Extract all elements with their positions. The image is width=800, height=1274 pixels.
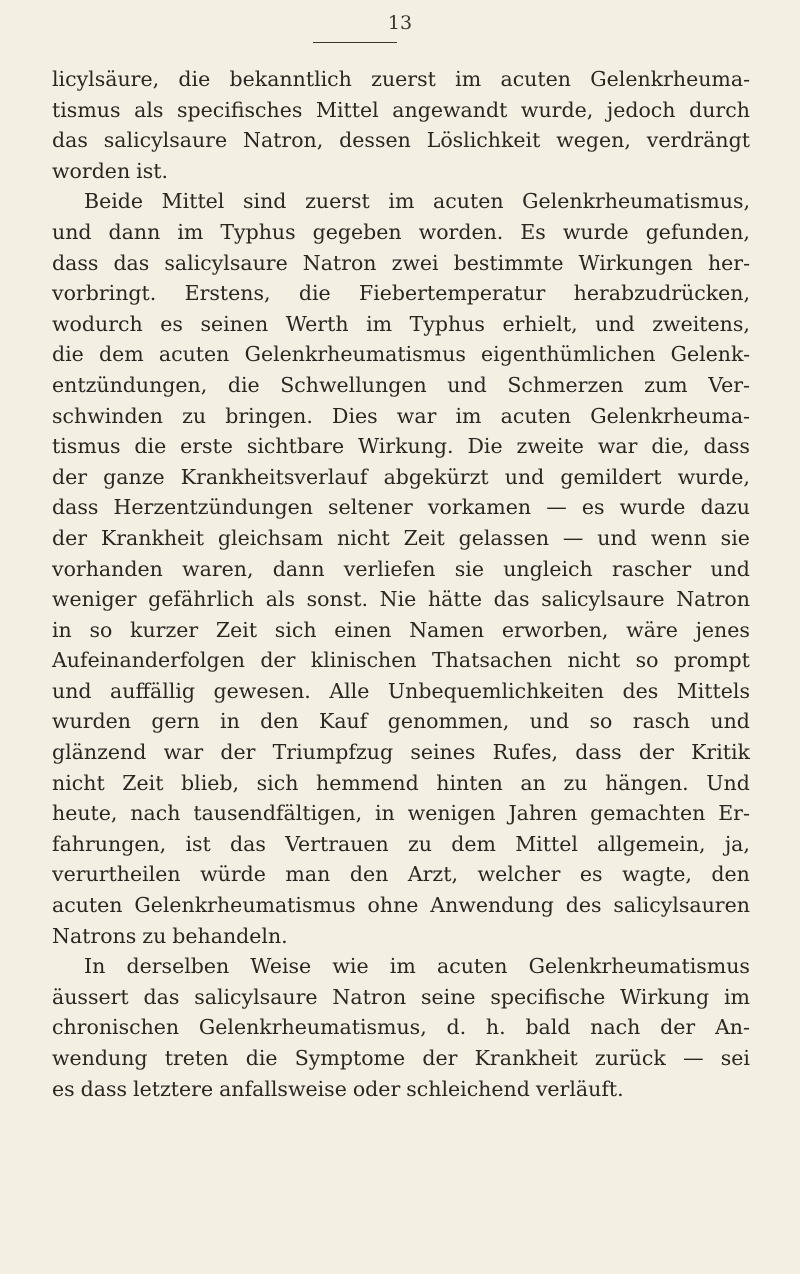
word: war — [163, 740, 204, 765]
word: wurde, — [677, 464, 750, 489]
word: sich — [274, 617, 317, 642]
word: Gelenkrheumatismus — [244, 342, 466, 367]
word: jedoch — [606, 97, 676, 122]
word: Mittel — [515, 831, 578, 856]
word: und — [710, 709, 750, 734]
word: zu — [408, 831, 433, 856]
word: nach — [130, 801, 181, 826]
word: wendung — [52, 1046, 148, 1070]
text-line — [52, 1012, 750, 1043]
word: entzündungen, — [52, 372, 208, 397]
word: zum — [644, 372, 688, 397]
word: ist — [185, 831, 211, 856]
word: Gelenkrheuma- — [590, 403, 750, 428]
word: waren, — [182, 556, 254, 581]
word: wie — [332, 954, 369, 979]
word: das — [113, 250, 150, 275]
word: die — [134, 434, 167, 459]
word: gefährlich — [148, 587, 255, 612]
word: so — [589, 709, 613, 734]
word: Gelenkrheumatismus, — [198, 1015, 427, 1040]
word: tismus — [52, 97, 121, 122]
word: an — [520, 770, 546, 795]
word: wodurch — [52, 311, 143, 336]
word: dessen — [339, 128, 411, 153]
text-line — [52, 339, 750, 370]
word: Thatsachen — [432, 648, 553, 673]
word: seines — [410, 740, 476, 765]
word: ohne — [367, 893, 419, 918]
word: dem — [451, 831, 496, 856]
word: seine — [421, 984, 476, 1009]
word: erhielt, — [502, 311, 578, 336]
word: vorkamen — [427, 495, 532, 520]
word: die — [178, 67, 211, 91]
text-line — [52, 186, 750, 217]
word: salicylsaure — [164, 250, 288, 275]
word: seltener — [328, 495, 413, 520]
text-line — [52, 64, 750, 95]
word: seinen — [200, 311, 269, 336]
word: hängen. — [605, 770, 689, 795]
word: sichtbare — [246, 434, 345, 459]
word: derselben — [126, 954, 230, 979]
word: Beide — [84, 189, 144, 214]
word: welcher — [477, 862, 561, 887]
text-line — [52, 125, 750, 156]
text-line — [52, 676, 750, 707]
word: Herzentzündungen — [113, 495, 313, 520]
text-line — [52, 217, 750, 248]
text-line — [52, 768, 750, 799]
word: so — [89, 617, 113, 642]
word: wäre — [626, 617, 678, 642]
word: die — [52, 342, 84, 367]
word: in — [52, 617, 72, 642]
word: salicylsauren — [613, 893, 750, 918]
text-line — [52, 370, 750, 401]
word: Natron — [302, 250, 377, 275]
word: Namen — [409, 617, 485, 642]
word: Jahren — [508, 801, 578, 826]
word: Schmerzen — [507, 372, 624, 397]
word: salicylsaure — [194, 984, 318, 1009]
word: — — [683, 1046, 704, 1070]
word: Anwendung — [430, 893, 554, 918]
word: wegen, — [556, 128, 631, 153]
word: nicht — [52, 770, 105, 795]
text-line — [52, 492, 750, 523]
word: hinten — [436, 770, 503, 795]
word: Rufes, — [492, 740, 559, 765]
word: Alle — [329, 678, 370, 703]
word: Gelenkrheuma- — [590, 67, 750, 91]
text-line — [52, 982, 750, 1013]
text-line — [52, 584, 750, 615]
word: nach — [590, 1015, 641, 1040]
word: und — [595, 311, 635, 336]
word: ist. — [136, 158, 168, 183]
text-line — [52, 309, 750, 340]
word: im — [455, 403, 482, 428]
word: des — [622, 678, 659, 703]
word: Krankheit — [100, 525, 205, 550]
word: herabzudrücken, — [573, 281, 750, 306]
text-line — [52, 737, 750, 768]
word: Fiebertemperatur — [359, 281, 546, 306]
word: — — [546, 495, 567, 520]
word: Natrons — [52, 923, 137, 948]
word: einen — [334, 617, 392, 642]
word: gewesen. — [213, 678, 311, 703]
word: acuten — [158, 342, 230, 367]
word: das — [143, 984, 180, 1009]
word: acuten — [500, 67, 571, 91]
word: Gelenkrheumatismus — [134, 893, 356, 918]
word: der — [52, 525, 88, 550]
word: Schwellungen — [280, 372, 427, 397]
word: zuerst — [305, 189, 370, 214]
word: der — [260, 648, 296, 673]
word: ganze — [103, 464, 165, 489]
word: wenn — [650, 525, 707, 550]
word: sind — [243, 189, 287, 214]
word: zwei — [391, 250, 439, 275]
word: das — [52, 128, 88, 153]
word: her- — [707, 250, 750, 275]
word: den — [349, 862, 389, 887]
word: h. — [485, 1015, 506, 1040]
word: specifische — [490, 984, 606, 1009]
word: d. — [446, 1015, 467, 1040]
word: abgekürzt — [383, 464, 489, 489]
word: und — [529, 709, 570, 734]
word: bestimmte — [453, 250, 564, 275]
word: rascher — [611, 556, 692, 581]
word: als — [265, 587, 295, 612]
word: glänzend — [52, 740, 147, 765]
word: Werth — [285, 311, 349, 336]
word: sie — [454, 556, 484, 581]
word: Vertrauen — [285, 831, 389, 856]
word: allgemein, — [597, 831, 706, 856]
text-line — [52, 615, 750, 646]
word: licylsäure, — [52, 67, 160, 91]
word: es — [579, 862, 603, 887]
word: vorbringt. — [52, 281, 157, 306]
word: die — [298, 281, 331, 306]
word: wenigen — [407, 801, 496, 826]
text-line — [52, 248, 750, 279]
word: Die — [467, 434, 503, 459]
word: Und — [706, 770, 750, 795]
text-line — [52, 462, 750, 493]
page-number: 13 — [387, 12, 413, 34]
word: den — [260, 709, 299, 734]
word: der — [638, 740, 674, 765]
word: Weise — [250, 954, 312, 979]
word: sie — [720, 525, 750, 550]
text-line — [52, 523, 750, 554]
word: war — [396, 403, 437, 428]
word: das — [230, 831, 266, 856]
word: gefunden, — [645, 219, 750, 244]
text-line — [52, 1043, 750, 1074]
word: der — [422, 1046, 458, 1070]
word: Symptome — [294, 1046, 406, 1070]
word: gern — [151, 709, 200, 734]
word: Kritik — [691, 740, 750, 765]
word: wurde, — [520, 97, 594, 122]
word: Wirkung — [620, 984, 710, 1009]
word: Gelenkrheumatismus — [528, 954, 750, 979]
word: acuten — [52, 893, 123, 918]
word: ungleich — [503, 556, 593, 581]
word: Erstens, — [184, 281, 271, 306]
word: treten — [164, 1046, 229, 1070]
word: Mittel — [315, 97, 379, 122]
word: Mittels — [676, 678, 750, 703]
word: letztere — [133, 1076, 214, 1101]
word: Wirkungen — [578, 250, 693, 275]
word: blieb, — [181, 770, 240, 795]
word: worden. — [418, 219, 504, 244]
word: äussert — [52, 984, 129, 1009]
word: gemildert — [560, 464, 662, 489]
word: Gelenkrheumatismus, — [522, 189, 750, 214]
word: — — [562, 525, 584, 550]
word: gegeben — [312, 219, 402, 244]
word: tausendfältigen, — [193, 801, 363, 826]
word: behandeln. — [172, 923, 288, 948]
word: Aufeinanderfolgen — [52, 648, 245, 673]
word: und — [52, 678, 92, 703]
word: würde — [200, 862, 266, 887]
word: weniger — [52, 587, 137, 612]
word: Zeit — [215, 617, 258, 642]
word: bringen. — [225, 403, 313, 428]
word: Zeit — [403, 525, 445, 550]
text-line — [52, 921, 750, 952]
word: es — [52, 1076, 75, 1101]
word: An- — [714, 1015, 750, 1040]
word: sei — [720, 1046, 750, 1070]
word: verläuft. — [535, 1076, 624, 1101]
word: es — [160, 311, 183, 336]
word: Natron — [676, 587, 750, 612]
word: bald — [525, 1015, 571, 1040]
text-line — [52, 278, 750, 309]
word: Kauf — [319, 709, 368, 734]
text-line — [52, 829, 750, 860]
text-line — [52, 1074, 750, 1105]
word: zu — [563, 770, 588, 795]
word: In — [84, 954, 106, 979]
word: Gelenk- — [670, 342, 750, 367]
word: Typhus — [409, 311, 485, 336]
word: Er- — [718, 801, 750, 826]
word: der — [220, 740, 256, 765]
word: Zeit — [122, 770, 164, 795]
word: acuten — [436, 954, 508, 979]
word: verliefen — [343, 556, 436, 581]
word: der — [52, 464, 88, 489]
word: den — [711, 862, 750, 887]
word: verurtheilen — [52, 862, 181, 887]
word: genommen, — [387, 709, 510, 734]
text-line — [52, 401, 750, 432]
text-line — [52, 554, 750, 585]
word: dass — [80, 1076, 128, 1101]
word: Nie — [379, 587, 417, 612]
word: zweite — [516, 434, 584, 459]
word: bekanntlich — [229, 67, 352, 91]
word: es — [581, 495, 605, 520]
word: und — [447, 372, 487, 397]
word: war — [597, 434, 638, 459]
word: die, — [651, 434, 690, 459]
word: im — [455, 67, 482, 91]
word: wurden — [52, 709, 132, 734]
word: hätte — [427, 587, 482, 612]
word: zu — [142, 923, 167, 948]
word: anfallsweise — [219, 1076, 347, 1101]
word: Unbequemlichkeiten — [387, 678, 604, 703]
word: prompt — [673, 648, 750, 673]
word: nicht — [337, 525, 390, 550]
word: gelassen — [458, 525, 550, 550]
word: zurück — [594, 1046, 666, 1070]
word: zweitens, — [652, 311, 750, 336]
word: man — [285, 862, 331, 887]
word: dem — [99, 342, 144, 367]
word: vorhanden — [52, 556, 163, 581]
word: der — [660, 1015, 696, 1040]
word: schleichend — [406, 1076, 530, 1101]
word: zu — [182, 403, 207, 428]
word: dass — [52, 495, 99, 520]
word: Triumpfzug — [272, 740, 394, 765]
text-line — [52, 706, 750, 737]
text-line — [52, 890, 750, 921]
word: wagte, — [622, 862, 692, 887]
word: im — [388, 189, 415, 214]
word: Typhus — [220, 219, 296, 244]
word: acuten — [433, 189, 504, 214]
word: erste — [180, 434, 233, 459]
word: sich — [256, 770, 299, 795]
word: oder — [352, 1076, 401, 1101]
word: fahrungen, — [52, 831, 167, 856]
word: klinischen — [310, 648, 417, 673]
word: im — [366, 311, 393, 336]
word: so — [635, 648, 659, 673]
word: rasch — [632, 709, 691, 734]
word: des — [565, 893, 602, 918]
word: Natron, — [243, 128, 324, 153]
word: als — [134, 97, 164, 122]
word: ja, — [724, 831, 750, 856]
word: worden — [52, 158, 131, 183]
word: in — [220, 709, 240, 734]
word: dazu — [700, 495, 750, 520]
word: heute, — [52, 801, 118, 826]
word: und — [504, 464, 545, 489]
word: gemachten — [590, 801, 706, 826]
word: kurzer — [130, 617, 199, 642]
word: angewandt — [392, 97, 508, 122]
text-line — [52, 431, 750, 462]
text-line — [52, 951, 750, 982]
word: tismus — [52, 434, 121, 459]
word: gleichsam — [217, 525, 324, 550]
word: dass — [52, 250, 99, 275]
word: schwinden — [52, 403, 163, 428]
word: Arzt, — [407, 862, 458, 887]
word: die — [245, 1046, 278, 1070]
text-line — [52, 859, 750, 890]
word: dann — [108, 219, 161, 244]
text-line — [52, 798, 750, 829]
text-line — [52, 156, 750, 187]
word: sonst. — [306, 587, 368, 612]
word: salicylsaure — [541, 587, 665, 612]
word: verdrängt — [646, 128, 750, 153]
word: im — [723, 984, 750, 1009]
word: Krankheit — [474, 1046, 578, 1070]
body-text — [52, 64, 750, 1104]
word: jenes — [695, 617, 750, 642]
word: Krankheitsverlauf — [180, 464, 368, 489]
word: acuten — [500, 403, 572, 428]
word: dass — [703, 434, 750, 459]
word: Es — [520, 219, 546, 244]
word: Natron — [332, 984, 407, 1009]
word: eigenthümlichen — [481, 342, 656, 367]
word: specifisches — [177, 97, 303, 122]
word: dann — [272, 556, 325, 581]
text-line — [52, 95, 750, 126]
word: durch — [689, 97, 750, 122]
word: zuerst — [371, 67, 436, 91]
word: Löslichkeit — [426, 128, 541, 153]
word: wurde — [619, 495, 686, 520]
word: in — [375, 801, 395, 826]
word: erworben, — [501, 617, 609, 642]
word: und — [597, 525, 637, 550]
word: Ver- — [708, 372, 750, 397]
word: das — [493, 587, 530, 612]
text-line — [52, 645, 750, 676]
word: im — [177, 219, 204, 244]
word: im — [389, 954, 416, 979]
word: und — [710, 556, 750, 581]
header-rule — [313, 42, 397, 43]
word: nicht — [567, 648, 621, 673]
word: und — [52, 219, 92, 244]
word: salicylsaure — [103, 128, 228, 153]
word: die — [227, 372, 260, 397]
word: auffällig — [110, 678, 196, 703]
word: Wirkung. — [358, 434, 454, 459]
word: chronischen — [52, 1015, 180, 1040]
word: dass — [575, 740, 622, 765]
word: wurde — [562, 219, 629, 244]
word: Dies — [332, 403, 378, 428]
word: hemmend — [316, 770, 419, 795]
word: Mittel — [161, 189, 225, 214]
